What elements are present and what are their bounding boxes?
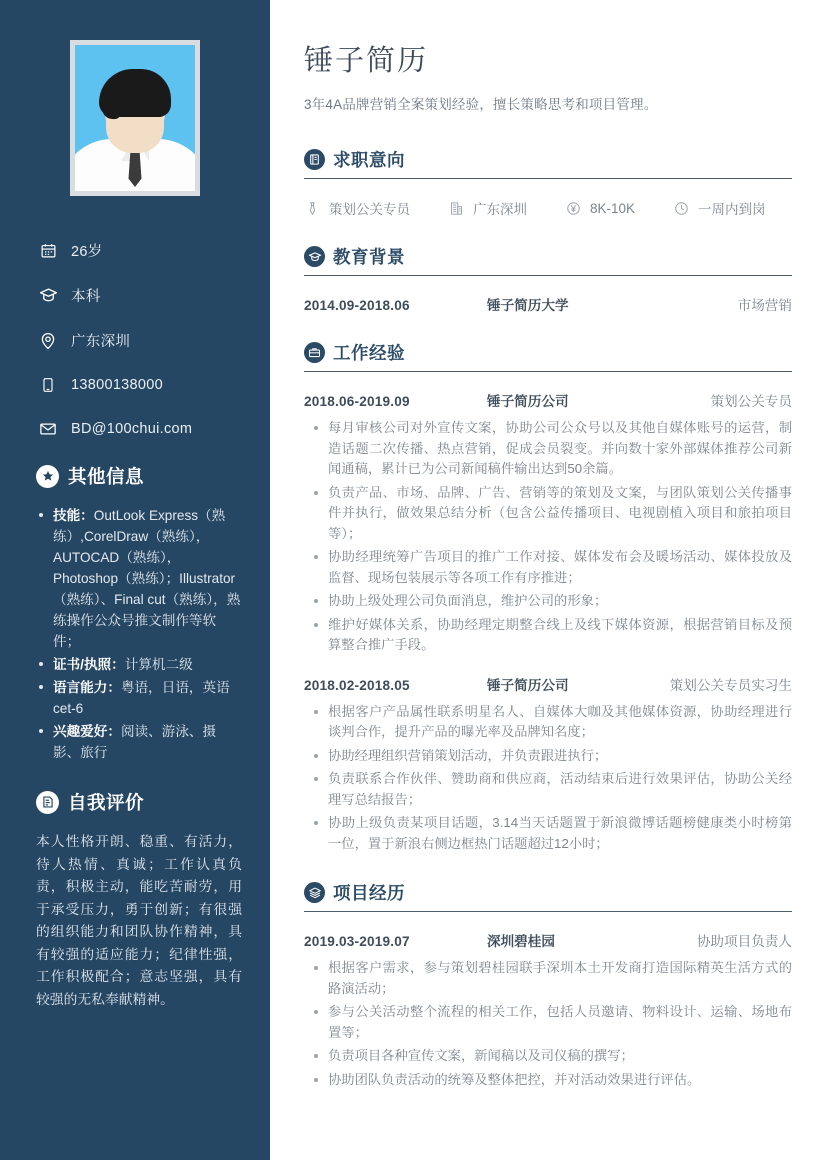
work-experience-header xyxy=(304,340,792,365)
section-divider xyxy=(304,371,792,372)
job-intent-availability-value: 一周内到岗 xyxy=(698,202,766,217)
contact-value-age: 26岁 xyxy=(71,244,103,260)
work-entry xyxy=(304,674,792,694)
note-pencil-icon xyxy=(36,791,59,814)
list-item: 每月审核公司对外宣传文案，协助公司公众号以及其他自媒体账号的运营，制造话题二次传播、热点营销，促成会员裂变。并向数十家外部媒体推荐公司新闻通稿，累计已为公司新闻稿件输出达到50余篇。 xyxy=(310,418,792,480)
job-intent-section xyxy=(304,147,792,218)
other-info-label: 兴趣爱好： xyxy=(53,724,121,739)
contact-item-email xyxy=(38,419,270,439)
entry-date: 2014.09-2018.06 xyxy=(304,298,410,313)
work-entry-bullets xyxy=(310,418,792,656)
education-title: 教育背景 xyxy=(333,247,405,267)
section-divider xyxy=(304,178,792,179)
work-entry xyxy=(304,390,792,410)
job-intent-salary xyxy=(565,200,635,217)
list-item: 协助经理统筹广告项目的推广工作对接、媒体发布会及暖场活动、媒体投放及监督、现场包装展示等各项工作有序推进； xyxy=(310,547,792,588)
job-intent-city-value: 广东深圳 xyxy=(473,202,527,217)
job-intent-position xyxy=(304,198,410,218)
list-item: 协助经理组织营销策划活动，并负责跟进执行； xyxy=(310,746,792,767)
entry-organization: 锤子简历公司 xyxy=(487,394,569,409)
portrait-photo xyxy=(75,45,195,191)
list-item xyxy=(36,505,242,652)
self-evaluation-section xyxy=(36,789,270,1011)
briefcase-badge-icon xyxy=(304,342,325,363)
location-pin-icon xyxy=(38,331,58,351)
sidebar xyxy=(0,0,270,1160)
section-divider xyxy=(304,911,792,912)
other-info-value: 计算机二级 xyxy=(124,657,193,672)
entry-role: 策划公关专员 xyxy=(710,394,792,409)
entry-organization: 锤子简历大学 xyxy=(487,298,569,313)
list-item xyxy=(36,721,242,763)
contact-item-education xyxy=(38,285,270,306)
job-intent-city xyxy=(448,198,527,218)
job-intent-availability xyxy=(673,198,766,218)
contact-item-phone xyxy=(38,375,270,395)
other-info-label: 技能： xyxy=(53,508,94,523)
list-item: 负责项目各种宣传文案，新闻稿以及司仪稿的撰写； xyxy=(310,1046,792,1067)
contact-value-phone: 13800138000 xyxy=(71,377,164,393)
work-experience-title: 工作经验 xyxy=(333,343,405,363)
star-badge-icon xyxy=(36,465,59,488)
job-intent-title: 求职意向 xyxy=(333,150,405,170)
list-item: 协助上级处理公司负面消息，维护公司的形象； xyxy=(310,591,792,612)
contact-value-location: 广东深圳 xyxy=(71,334,131,350)
layers-badge-icon xyxy=(304,882,325,903)
graduation-cap-badge-icon xyxy=(304,246,325,267)
page-title: 锤子简历 xyxy=(304,45,429,77)
avatar xyxy=(70,40,200,196)
entry-date: 2019.03-2019.07 xyxy=(304,934,410,949)
job-intent-salary-value: 8K-10K xyxy=(590,200,636,216)
project-experience-title: 项目经历 xyxy=(333,883,405,903)
education-entry xyxy=(304,294,792,314)
phone-icon xyxy=(38,375,58,395)
entry-date: 2018.06-2019.09 xyxy=(304,394,410,409)
envelope-icon xyxy=(38,419,58,439)
education-header xyxy=(304,244,792,269)
project-experience-header xyxy=(304,880,792,905)
list-item: 根据客户产品属性联系明星名人、自媒体大咖及其他媒体资源，协助经理进行谈判合作，提升产品的曝光率及品牌知名度； xyxy=(310,702,792,743)
entry-organization: 深圳碧桂园 xyxy=(487,934,555,949)
list-item: 负责联系合作伙伴、赞助商和供应商，活动结束后进行效果评估，协助公关经理写总结报告； xyxy=(310,769,792,810)
calendar-icon xyxy=(38,241,58,261)
entry-role: 协助项目负责人 xyxy=(696,934,792,949)
contact-value-education: 本科 xyxy=(71,289,101,305)
entry-role: 市场营销 xyxy=(737,298,792,313)
other-info-list xyxy=(36,505,242,763)
yen-circle-icon xyxy=(565,200,582,217)
section-divider xyxy=(304,275,792,276)
list-item xyxy=(36,677,242,719)
hair-sideburn-right-shape xyxy=(153,87,168,117)
entry-role: 策划公关专员实习生 xyxy=(669,677,792,693)
building-icon xyxy=(448,200,465,217)
job-intent-items xyxy=(304,198,792,218)
job-intent-header xyxy=(304,147,792,172)
project-entry-bullets xyxy=(310,958,792,1090)
document-badge-icon xyxy=(304,149,325,170)
graduation-cap-icon xyxy=(38,286,58,306)
contact-item-age xyxy=(38,240,270,261)
self-evaluation-title: 自我评价 xyxy=(68,792,145,813)
main-content xyxy=(270,0,820,1160)
list-item: 负责产品、市场、品牌、广告、营销等的策划及文案，与团队策划公关传播事件并执行，做效果总结分析（包含公益传播项目、电视剧植入项目和旅拍项目等）； xyxy=(310,483,792,545)
self-evaluation-header xyxy=(36,789,242,815)
other-info-label: 证书/执照： xyxy=(53,657,125,672)
other-info-title: 其他信息 xyxy=(68,466,145,487)
job-intent-position-value: 策划公关专员 xyxy=(329,202,410,217)
list-item xyxy=(36,654,242,675)
headline-tagline: 3年4A品牌营销全案策划经验，擅长策略思考和项目管理。 xyxy=(304,97,658,112)
hair-sideburn-left-shape xyxy=(101,84,124,120)
project-experience-section xyxy=(304,880,792,1090)
contact-item-location xyxy=(38,330,270,351)
list-item: 维护好媒体关系，协助经理定期整合线上及线下媒体资源，根据营销目标及预算整合推广手段。 xyxy=(310,615,792,656)
education-section xyxy=(304,244,792,314)
other-info-section xyxy=(36,463,270,763)
other-info-value: 粤语，日语，英语cet-6 xyxy=(53,680,230,716)
contact-list xyxy=(38,240,270,439)
self-evaluation-text: 本人性格开朗、稳重、有活力，待人热情、真诚；工作认真负责，积极主动，能吃苦耐劳，用于承受压力，勇于创新；有很强的组织能力和团队协作精神，具有较强的适应能力；纪律性强，工作积极配合；意志坚强，具有较强的无私奉献精神。 xyxy=(36,834,242,1007)
clock-icon xyxy=(673,200,690,217)
necktie-icon xyxy=(304,200,321,217)
work-experience-section xyxy=(304,340,792,854)
other-info-value: 阅读、游泳、摄影、旅行 xyxy=(53,724,217,760)
entry-date: 2018.02-2018.05 xyxy=(304,677,410,693)
other-info-header xyxy=(36,463,242,489)
list-item: 协助团队负责活动的统筹及整体把控，并对活动效果进行评估。 xyxy=(310,1070,792,1091)
project-entry xyxy=(304,930,792,950)
list-item: 根据客户需求，参与策划碧桂园联手深圳本土开发商打造国际精英生活方式的路演活动； xyxy=(310,958,792,999)
other-info-label: 语言能力： xyxy=(53,680,121,695)
work-entry-bullets xyxy=(310,702,792,855)
contact-value-email: BD@100chui.com xyxy=(71,421,193,437)
list-item: 协助上级负责某项目话题，3.14当天话题置于新浪微博话题榜健康类小时榜第一位，置于新浪右侧边框热门话题超过12小时； xyxy=(310,813,792,854)
list-item: 参与公关活动整个流程的相关工作，包括人员邀请、物料设计、运输、场地布置等； xyxy=(310,1002,792,1043)
other-info-value: OutLook Express（熟练）,CorelDraw（熟练），AUTOCAD（熟练），Photoshop（熟练）；Illustrator（熟练）、Final cut（熟练），熟练操作公众号推文制作等软件； xyxy=(53,508,241,649)
entry-organization: 锤子简历公司 xyxy=(487,677,569,693)
